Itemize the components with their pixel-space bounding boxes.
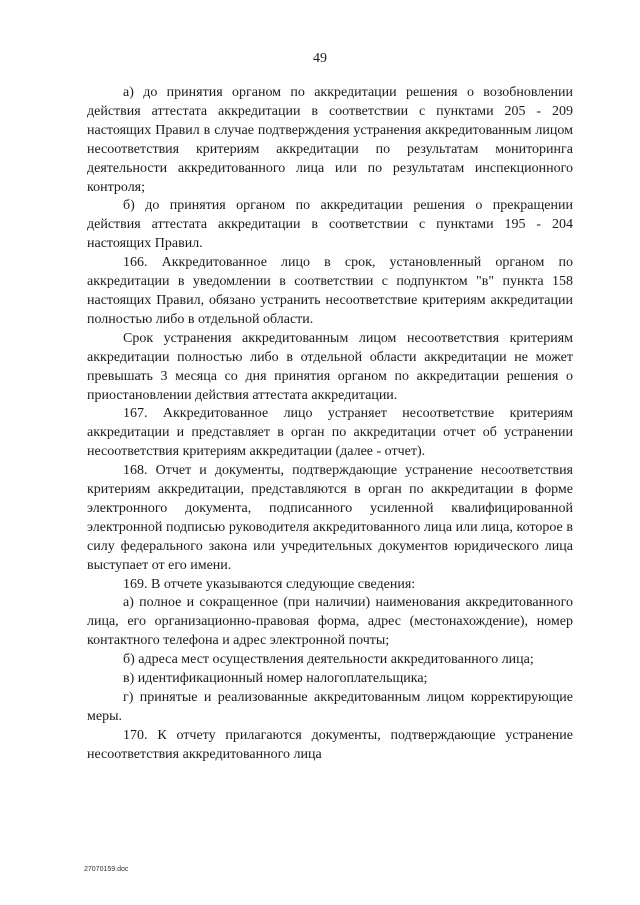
page-number: 49 — [313, 51, 327, 66]
paragraph: 169. В отчете указываются следующие сведения: — [123, 576, 416, 592]
paragraph: 170. К отчету прилагаются документы, подтверждающие устранение несоответствия аккредитованного лица — [87, 727, 573, 762]
paragraph: 168. Отчет и документы, подтверждающие устранение несоответствия критериям аккредитации, представляются в орган по аккредитации в форме электронного документа, подписанного усиленной квалифицированной электронной подписью руководителя аккредитованного лица или лица, которое в силу федерального закона или учредительных документов юридического лица выступает от его имени. — [87, 463, 573, 573]
paragraph: б) адреса мест осуществления деятельности аккредитованного лица; — [123, 652, 534, 668]
paragraph: а) полное и сокращенное (при наличии) наименования аккредитованного лица, его организационно-правовая форма, адрес (местонахождение), номер контактного телефона и адрес электронной почты; — [87, 595, 573, 649]
document-body — [87, 84, 573, 765]
paragraph: в) идентификационный номер налогоплательщика; — [123, 671, 428, 687]
document-filename: 27070159.doc — [84, 866, 129, 873]
paragraph: б) до принятия органом по аккредитации решения о прекращении действия аттестата аккредитации в соответствии с пунктами 195 - 204 настоящих Правил. — [87, 198, 573, 252]
paragraph: а) до принятия органом по аккредитации решения о возобновлении действия аттестата аккредитации в соответствии с пунктами 205 - 209 настоящих Правил в случае подтверждения устранения аккредитованным лицом несоответствия критериям аккредитации по результатам мониторинга деятельности аккредитованного лица или по результатам инспекционного контроля; — [87, 85, 573, 195]
paragraph: г) принятые и реализованные аккредитованным лицом корректирующие меры. — [87, 690, 573, 724]
paragraph: 166. Аккредитованное лицо в срок, установленный органом по аккредитации в уведомлении в соответствии с подпунктом "в" пункта 158 настоящих Правил, обязано устранить несоответствие критериям аккредитации полностью либо в отдельной области. — [87, 255, 573, 327]
paragraph: Срок устранения аккредитованным лицом несоответствия критериям аккредитации полностью либо в отдельной области аккредитации не может превышать 3 месяца со дня принятия органом по аккредитации решения о приостановлении действия аттестата аккредитации. — [87, 330, 573, 403]
paragraph: 167. Аккредитованное лицо устраняет несоответствие критериям аккредитации и представляет в орган по аккредитации отчет об устранении несоответствия критериям аккредитации (далее - отчет). — [87, 406, 573, 460]
